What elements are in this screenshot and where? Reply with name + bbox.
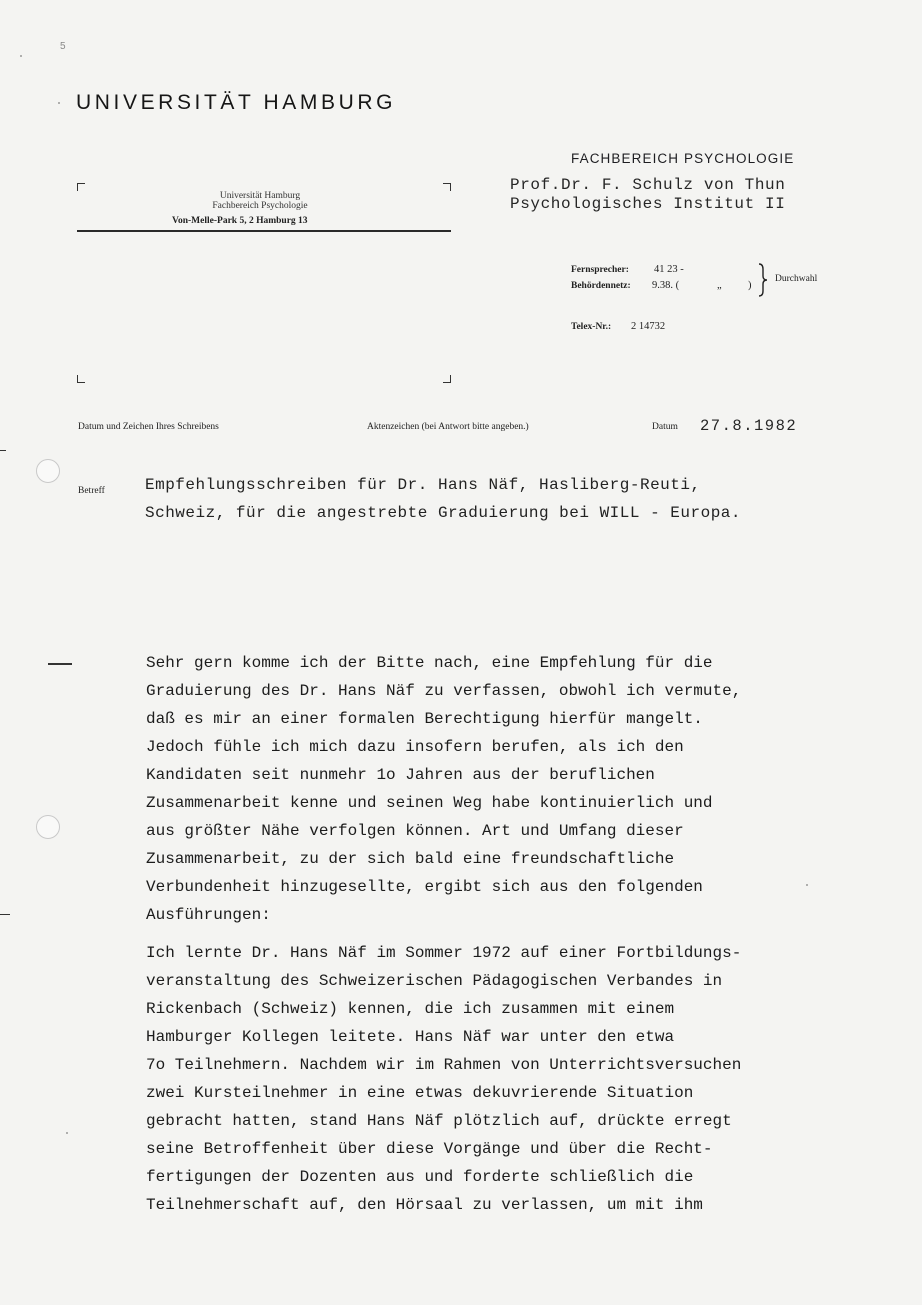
paper-speck	[58, 102, 60, 104]
body-line: aus größter Nähe verfolgen können. Art und Umfang dieser	[146, 822, 684, 840]
body-line: Sehr gern komme ich der Bitte nach, eine Empfehlung für die	[146, 654, 713, 672]
telex-label: Telex-Nr.:	[571, 322, 612, 332]
your-letter-label: Datum und Zeichen Ihres Schreibens	[78, 422, 219, 432]
subject-line-1: Empfehlungsschreiben für Dr. Hans Näf, Hasliberg-Reuti,	[145, 476, 701, 494]
fold-mark	[0, 450, 6, 451]
body-line: Teilnehmerschaft auf, den Hörsaal zu verlassen, um mit ihm	[146, 1196, 703, 1214]
office-network-label: Behördennetz:	[571, 281, 631, 291]
address-corner-top-right	[443, 183, 451, 191]
institute-name: Psychologisches Institut II	[510, 195, 786, 213]
body-line: gebracht hatten, stand Hans Näf plötzlich auf, drückte erregt	[146, 1112, 732, 1130]
office-network-mark: „	[717, 280, 722, 291]
fold-mark	[0, 914, 10, 915]
date-label: Datum	[652, 422, 678, 432]
phone-value: 41 23 -	[654, 264, 684, 275]
body-line: Kandidaten seit nunmehr 1o Jahren aus der beruflichen	[146, 766, 655, 784]
department-name: FACHBEREICH PSYCHOLOGIE	[571, 151, 795, 166]
address-rule	[77, 230, 451, 232]
phone-label: Fernsprecher:	[571, 265, 629, 275]
office-network-value: 9.38. (	[652, 280, 680, 291]
brace-icon	[757, 263, 769, 297]
body-line: Rickenbach (Schweiz) kennen, die ich zusammen mit einem	[146, 1000, 675, 1018]
address-corner-top-left	[77, 183, 85, 191]
body-line: Ich lernte Dr. Hans Näf im Sommer 1972 auf einer Fortbildungs-	[146, 944, 742, 962]
punch-hole	[36, 459, 60, 483]
page-number: 5	[60, 41, 66, 52]
office-network-close: )	[748, 280, 752, 291]
date-value: 27.8.1982	[700, 417, 798, 435]
address-corner-bottom-left	[77, 375, 85, 383]
direct-dial-label: Durchwahl	[775, 274, 818, 284]
body-line: Zusammenarbeit, zu der sich bald eine freundschaftliche	[146, 850, 675, 868]
telex-value: 2 14732	[631, 321, 666, 332]
punch-hole	[36, 815, 60, 839]
fold-mark	[48, 663, 72, 665]
professor-name: Prof.Dr. F. Schulz von Thun	[510, 176, 786, 194]
return-address-university: Universität Hamburg	[219, 191, 301, 201]
file-reference-label: Aktenzeichen (bei Antwort bitte angeben.)	[367, 422, 529, 432]
body-line: zwei Kursteilnehmer in eine etwas dekuvrierende Situation	[146, 1084, 694, 1102]
return-address-department: Fachbereich Psychologie	[212, 201, 308, 211]
body-line: seine Betroffenheit über diese Vorgänge und über die Recht-	[146, 1140, 713, 1158]
body-line: Zusammenarbeit kenne und seinen Weg habe kontinuierlich und	[146, 794, 713, 812]
subject-line-2: Schweiz, für die angestrebte Graduierung bei WILL - Europa.	[145, 504, 741, 522]
body-line: Hamburger Kollegen leitete. Hans Näf war unter den etwa	[146, 1028, 675, 1046]
university-header: UNIVERSITÄT HAMBURG	[76, 91, 397, 114]
return-address-street: Von-Melle-Park 5, 2 Hamburg 13	[172, 216, 308, 226]
body-line: veranstaltung des Schweizerischen Pädagogischen Verbandes in	[146, 972, 723, 990]
body-line: Jedoch fühle ich mich dazu insofern berufen, als ich den	[146, 738, 684, 756]
body-line: Graduierung des Dr. Hans Näf zu verfassen, obwohl ich vermute,	[146, 682, 742, 700]
paper-speck	[66, 1132, 68, 1134]
subject-label: Betreff	[78, 486, 105, 496]
body-line: 7o Teilnehmern. Nachdem wir im Rahmen von Unterrichtsversuchen	[146, 1056, 742, 1074]
paper-speck	[20, 55, 22, 57]
body-line: Ausführungen:	[146, 906, 271, 924]
address-corner-bottom-right	[443, 375, 451, 383]
body-line: fertigungen der Dozenten aus und forderte schließlich die	[146, 1168, 694, 1186]
paper-speck	[806, 884, 808, 886]
body-line: daß es mir an einer formalen Berechtigung hierfür mangelt.	[146, 710, 703, 728]
body-line: Verbundenheit hinzugesellte, ergibt sich aus den folgenden	[146, 878, 703, 896]
